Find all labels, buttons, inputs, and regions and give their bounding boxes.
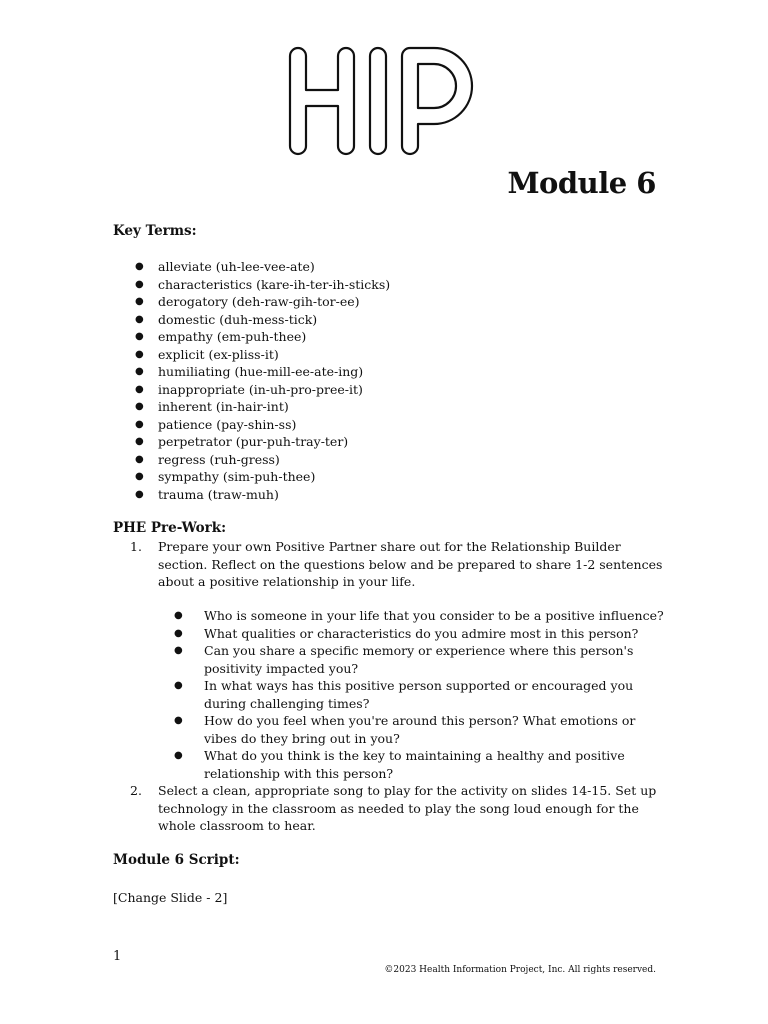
key-term-item: ● inappropriate (in-uh-pro-pree-it) xyxy=(113,381,390,399)
question-item: ● Can you share a specific memory or experience where this person's positivity impacted you? xyxy=(170,642,670,677)
page-number: 1 xyxy=(113,949,122,964)
key-term-item: ● explicit (ex-pliss-it) xyxy=(113,346,390,364)
item-number: 2. xyxy=(130,783,142,798)
module-title: Module 6 xyxy=(507,166,656,200)
copyright-notice: ©2023 Health Information Project, Inc. All rights reserved. xyxy=(384,965,656,975)
item-number: 1. xyxy=(130,539,142,554)
question-item: ● Who is someone in your life that you consider to be a positive influence? xyxy=(170,607,670,625)
hip-logo xyxy=(286,44,478,158)
slide-cue: [Change Slide - 2] xyxy=(113,890,228,905)
key-term-item: ● regress (ruh-gress) xyxy=(113,451,390,469)
key-term-item: ● alleviate (uh-lee-vee-ate) xyxy=(113,258,390,276)
question-item: ● In what ways has this positive person supported or encouraged you during challenging times? xyxy=(170,677,670,712)
key-terms-heading: Key Terms: xyxy=(113,223,197,239)
item-text: Select a clean, appropriate song to play for the activity on slides 14-15. Set up technology in the classroom as needed to play the song loud enough for the whole classroom to hear. xyxy=(158,783,657,833)
question-item: ● How do you feel when you're around this person? What emotions or vibes do they bring out in you? xyxy=(170,712,670,747)
key-term-item: ● trauma (traw-muh) xyxy=(113,486,390,504)
key-term-item: ● characteristics (kare-ih-ter-ih-sticks) xyxy=(113,276,390,294)
pre-work-heading: PHE Pre-Work: xyxy=(113,520,227,536)
question-item: ● What do you think is the key to maintaining a healthy and positive relationship with this person? xyxy=(170,747,670,782)
script-heading: Module 6 Script: xyxy=(113,852,240,868)
pre-work-item-2 xyxy=(130,782,670,835)
key-term-item: ● derogatory (deh-raw-gih-tor-ee) xyxy=(113,293,390,311)
key-term-item: ● perpetrator (pur-puh-tray-ter) xyxy=(113,433,390,451)
question-item: ● What qualities or characteristics do you admire most in this person? xyxy=(170,625,670,643)
key-term-item: ● domestic (duh-mess-tick) xyxy=(113,311,390,329)
key-term-item: ● inherent (in-hair-int) xyxy=(113,398,390,416)
key-term-item: ● sympathy (sim-puh-thee) xyxy=(113,468,390,486)
item-text: Prepare your own Positive Partner share out for the Relationship Builder section. Reflect on the questions below and be prepared to share 1-2 sentences about a positive relationship in your life. xyxy=(158,539,663,589)
reflection-questions-list xyxy=(170,607,670,782)
key-term-item: ● patience (pay-shin-ss) xyxy=(113,416,390,434)
pre-work-item-1 xyxy=(130,538,670,591)
key-term-item: ● empathy (em-puh-thee) xyxy=(113,328,390,346)
key-terms-list xyxy=(113,258,390,503)
key-term-item: ● humiliating (hue-mill-ee-ate-ing) xyxy=(113,363,390,381)
